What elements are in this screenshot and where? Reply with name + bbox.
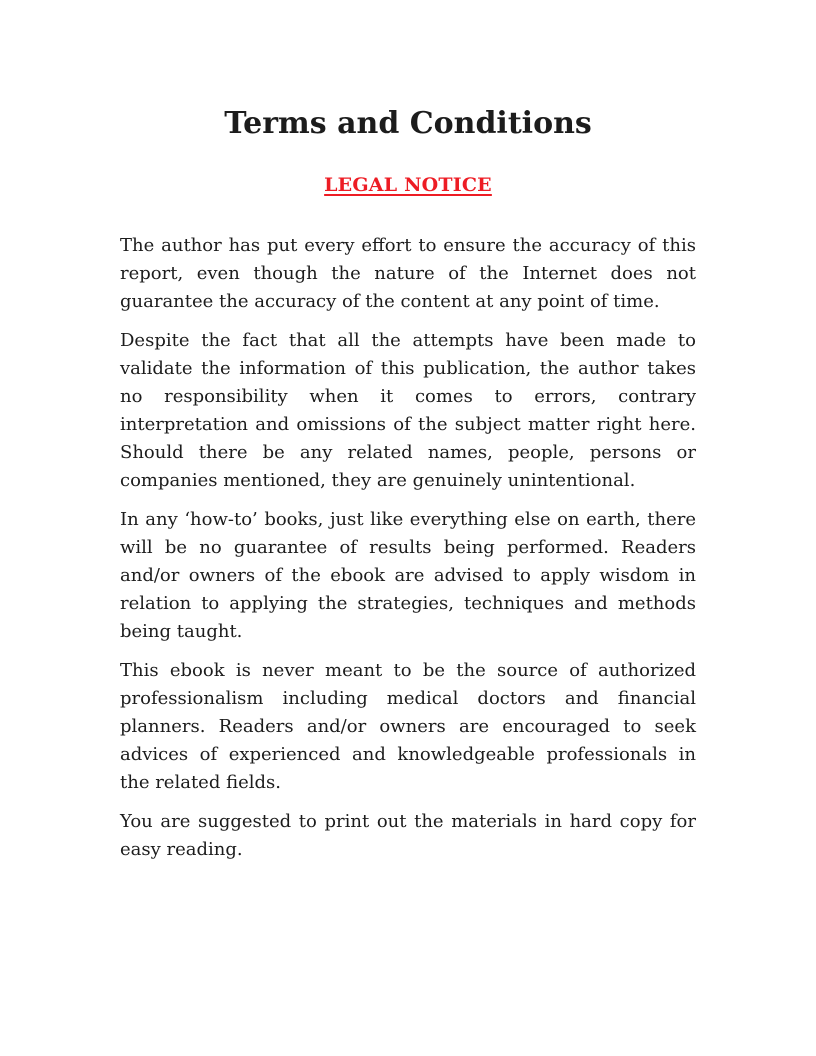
document-title: Terms and Conditions — [224, 106, 592, 141]
legal-notice-heading: LEGAL NOTICE — [324, 174, 492, 196]
paragraph-no-guarantee: In any ‘how-to’ books, just like everything else on earth, there will be no guarantee of results being performed. Readers and/or owners of the ebook are advised to apply wisdom in relation to applying the strategies, techniques and methods being taught. — [120, 509, 696, 642]
paragraph-accuracy: The author has put every effort to ensure the accuracy of this report, even though the nature of the Internet does not guarantee the accuracy of the content at any point of time. — [120, 235, 696, 312]
paragraph-professional-advice: This ebook is never meant to be the source of authorized professionalism including medical doctors and financial planners. Readers and/or owners are encouraged to seek advices of experienced and knowledgeable professionals in the related fields. — [120, 660, 696, 793]
document-body — [120, 232, 696, 864]
paragraph-print-suggestion: You are suggested to print out the materials in hard copy for easy reading. — [120, 811, 696, 860]
paragraph-responsibility: Despite the fact that all the attempts have been made to validate the information of this publication, the author takes no responsibility when it comes to errors, contrary interpretation and omissions of the subject matter right here. Should there be any related names, people, persons or companies mentioned, they are genuinely unintentional. — [120, 330, 696, 491]
